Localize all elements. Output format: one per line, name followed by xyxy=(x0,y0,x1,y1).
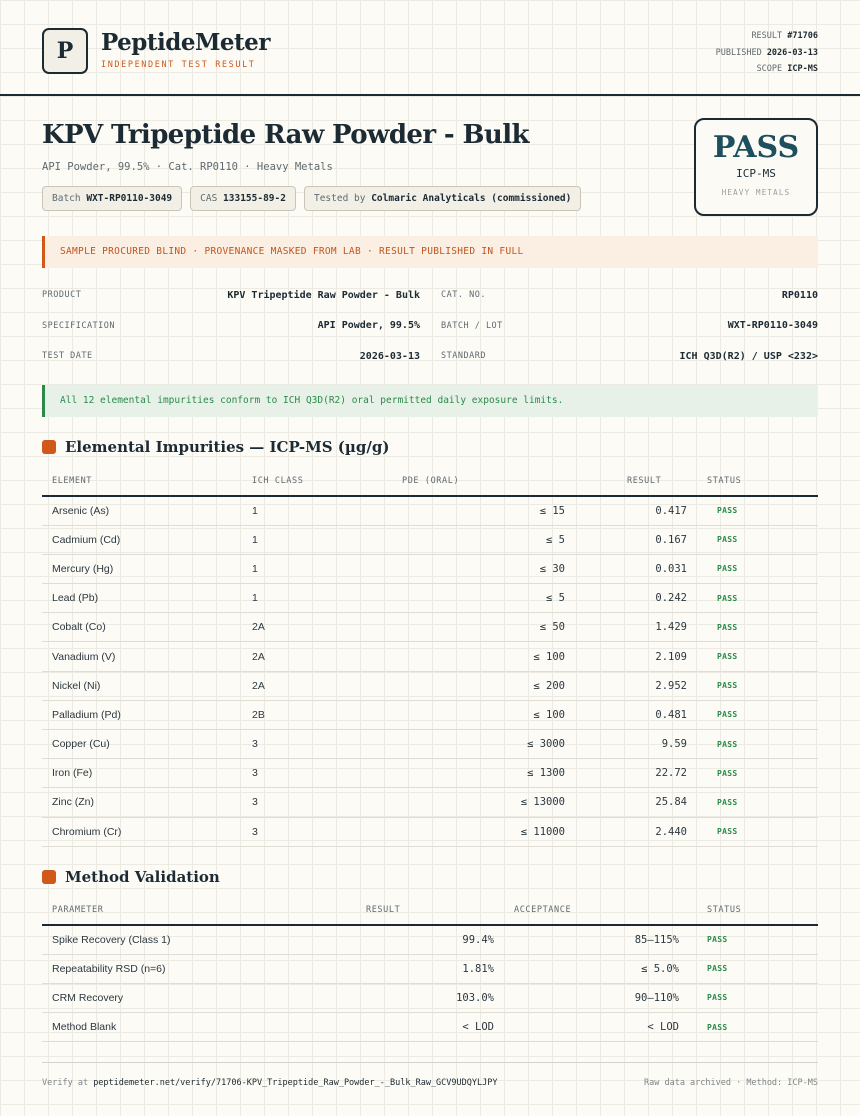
element-cell: Mercury (Hg) xyxy=(42,554,242,583)
column-header: PARAMETER xyxy=(42,896,320,925)
table-row xyxy=(42,983,818,1012)
ich-class-cell: 3 xyxy=(242,817,362,846)
element-cell: Arsenic (As) xyxy=(42,496,242,525)
report-footer xyxy=(42,1062,818,1088)
acceptance-cell: 85–115% xyxy=(504,925,689,954)
element-cell: Vanadium (V) xyxy=(42,642,242,671)
element-cell: Palladium (Pd) xyxy=(42,700,242,729)
product-chips xyxy=(42,186,581,211)
table-row xyxy=(42,642,818,671)
result-cell: 0.167 xyxy=(575,525,697,554)
brand-tagline: INDEPENDENT TEST RESULT xyxy=(101,60,256,70)
status-badge: PASS xyxy=(689,1013,818,1042)
procurement-notice: SAMPLE PROCURED BLIND · PROVENANCE MASKED FROM LAB · RESULT PUBLISHED IN FULL xyxy=(42,236,818,268)
status-badge: PASS xyxy=(697,700,818,729)
validation-section-heading xyxy=(42,868,220,886)
ich-class-cell: 1 xyxy=(242,525,362,554)
brand-name: PeptideMeter xyxy=(101,29,270,56)
element-cell: Lead (Pb) xyxy=(42,584,242,613)
result-cell: 22.72 xyxy=(575,759,697,788)
table-row xyxy=(42,925,818,954)
ich-class-cell: 3 xyxy=(242,730,362,759)
parameter-cell: Repeatability RSD (n=6) xyxy=(42,954,320,983)
ich-class-cell: 2A xyxy=(242,642,362,671)
info-label: CAT. NO. xyxy=(441,290,486,301)
column-header: RESULT xyxy=(320,896,504,925)
info-label: BATCH / LOT xyxy=(441,320,503,331)
pde-cell: ≤ 200 xyxy=(362,671,575,700)
status-badge: PASS xyxy=(697,788,818,817)
info-value: API Powder, 99.5% xyxy=(317,320,420,332)
table-row xyxy=(42,496,818,525)
table-header-row xyxy=(42,467,818,496)
status-badge: PASS xyxy=(697,730,818,759)
info-product xyxy=(42,280,420,311)
status-badge: PASS xyxy=(689,925,818,954)
info-label: TEST DATE xyxy=(42,351,93,362)
pde-cell: ≤ 100 xyxy=(362,642,575,671)
chip-value: Colmaric Analyticals (commissioned) xyxy=(371,193,572,204)
result-cell: 2.109 xyxy=(575,642,697,671)
ich-class-cell: 2A xyxy=(242,613,362,642)
verdict-method: ICP-MS xyxy=(736,167,776,180)
info-value: 2026-03-13 xyxy=(359,350,420,362)
element-cell: Nickel (Ni) xyxy=(42,671,242,700)
ich-class-cell: 1 xyxy=(242,496,362,525)
table-row xyxy=(42,788,818,817)
info-row xyxy=(42,311,818,342)
published-date: 2026-03-13 xyxy=(766,47,818,58)
info-catno xyxy=(441,280,818,311)
result-cell: 0.417 xyxy=(575,496,697,525)
parameter-cell: CRM Recovery xyxy=(42,983,320,1012)
ich-class-cell: 2A xyxy=(242,671,362,700)
conformance-banner: All 12 elemental impurities conform to ICH Q3D(R2) oral permitted daily exposure limits. xyxy=(42,385,818,417)
ich-class-cell: 1 xyxy=(242,584,362,613)
acceptance-cell: ≤ 5.0% xyxy=(504,954,689,983)
validation-table xyxy=(42,896,818,1042)
table-row xyxy=(42,759,818,788)
archive-note: Raw data archived · Method: ICP-MS xyxy=(644,1078,818,1088)
column-header: PDE (ORAL) xyxy=(362,467,575,496)
ich-class-cell: 2B xyxy=(242,700,362,729)
scope-label: SCOPE xyxy=(756,64,783,74)
pde-cell: ≤ 15 xyxy=(362,496,575,525)
batch-chip xyxy=(42,186,182,211)
result-cell: 9.59 xyxy=(575,730,697,759)
verdict-stamp xyxy=(694,118,818,216)
info-label: PRODUCT xyxy=(42,290,82,301)
info-label: STANDARD xyxy=(441,351,486,362)
info-value: ICH Q3D(R2) / USP <232> xyxy=(679,350,818,362)
status-badge: PASS xyxy=(689,983,818,1012)
pde-cell: ≤ 5 xyxy=(362,584,575,613)
result-cell: 25.84 xyxy=(575,788,697,817)
verify-label: Verify at xyxy=(42,1078,89,1088)
status-badge: PASS xyxy=(697,525,818,554)
tested-by-chip xyxy=(304,186,581,211)
report-meta xyxy=(716,28,818,78)
column-header: STATUS xyxy=(697,467,818,496)
element-cell: Cadmium (Cd) xyxy=(42,525,242,554)
chip-label: CAS xyxy=(200,193,218,204)
table-row xyxy=(42,1013,818,1042)
table-row xyxy=(42,525,818,554)
table-row xyxy=(42,671,818,700)
element-cell: Cobalt (Co) xyxy=(42,613,242,642)
pde-cell: ≤ 13000 xyxy=(362,788,575,817)
product-subtitle: API Powder, 99.5% · Cat. RP0110 · Heavy Metals xyxy=(42,161,333,173)
chip-value: WXT-RP0110-3049 xyxy=(86,193,173,204)
acceptance-cell: < LOD xyxy=(504,1013,689,1042)
result-cell: 1.81% xyxy=(320,954,504,983)
result-cell: < LOD xyxy=(320,1013,504,1042)
info-spec xyxy=(42,311,420,342)
status-badge: PASS xyxy=(689,954,818,983)
ich-class-cell: 1 xyxy=(242,554,362,583)
pde-cell: ≤ 30 xyxy=(362,554,575,583)
info-row xyxy=(42,280,818,311)
pde-cell: ≤ 11000 xyxy=(362,817,575,846)
result-label: RESULT xyxy=(751,31,783,41)
verdict-word: PASS xyxy=(712,130,800,165)
info-grid xyxy=(42,280,818,372)
table-row xyxy=(42,954,818,983)
verify-line xyxy=(42,1078,497,1088)
pde-cell: ≤ 3000 xyxy=(362,730,575,759)
info-value: WXT-RP0110-3049 xyxy=(727,320,818,332)
column-header: ACCEPTANCE xyxy=(504,896,689,925)
result-number: #71706 xyxy=(787,31,818,41)
pde-cell: ≤ 1300 xyxy=(362,759,575,788)
page-title: KPV Tripeptide Raw Powder - Bulk xyxy=(42,120,529,150)
status-badge: PASS xyxy=(697,817,818,846)
pde-cell: ≤ 5 xyxy=(362,525,575,554)
result-cell: 0.481 xyxy=(575,700,697,729)
column-header: ICH CLASS xyxy=(242,467,362,496)
table-row xyxy=(42,554,818,583)
section-marker-icon xyxy=(42,870,56,884)
parameter-cell: Method Blank xyxy=(42,1013,320,1042)
pde-cell: ≤ 50 xyxy=(362,613,575,642)
result-cell: 103.0% xyxy=(320,983,504,1012)
status-badge: PASS xyxy=(697,584,818,613)
result-cell: 2.952 xyxy=(575,671,697,700)
element-cell: Iron (Fe) xyxy=(42,759,242,788)
impurities-table xyxy=(42,467,818,847)
ich-class-cell: 3 xyxy=(242,788,362,817)
info-row xyxy=(42,341,818,372)
status-badge: PASS xyxy=(697,496,818,525)
status-badge: PASS xyxy=(697,759,818,788)
column-header: STATUS xyxy=(689,896,818,925)
info-value: RP0110 xyxy=(781,289,818,301)
status-badge: PASS xyxy=(697,671,818,700)
table-row xyxy=(42,730,818,759)
chip-label: Batch xyxy=(52,193,81,204)
table-row xyxy=(42,584,818,613)
element-cell: Copper (Cu) xyxy=(42,730,242,759)
info-standard xyxy=(441,341,818,372)
status-badge: PASS xyxy=(697,613,818,642)
acceptance-cell: 90–110% xyxy=(504,983,689,1012)
report-header xyxy=(0,0,860,96)
scope-value: ICP-MS xyxy=(787,64,818,74)
verdict-scope: HEAVY METALS xyxy=(721,188,791,197)
info-date xyxy=(42,341,420,372)
section-marker-icon xyxy=(42,440,56,454)
column-header: RESULT xyxy=(575,467,697,496)
section-title: Method Validation xyxy=(65,868,220,886)
result-cell: 2.440 xyxy=(575,817,697,846)
logo-mark: P xyxy=(42,28,88,74)
column-header: ELEMENT xyxy=(42,467,242,496)
result-cell: 0.242 xyxy=(575,584,697,613)
published-label: PUBLISHED xyxy=(715,47,762,58)
element-cell: Chromium (Cr) xyxy=(42,817,242,846)
pde-cell: ≤ 100 xyxy=(362,700,575,729)
table-header-row xyxy=(42,896,818,925)
impurities-section-heading xyxy=(42,438,389,456)
table-row xyxy=(42,613,818,642)
status-badge: PASS xyxy=(697,554,818,583)
status-badge: PASS xyxy=(697,642,818,671)
cas-chip xyxy=(190,186,296,211)
table-row xyxy=(42,700,818,729)
ich-class-cell: 3 xyxy=(242,759,362,788)
info-value: KPV Tripeptide Raw Powder - Bulk xyxy=(227,289,420,301)
section-title: Elemental Impurities — ICP-MS (µg/g) xyxy=(65,438,390,456)
result-cell: 1.429 xyxy=(575,613,697,642)
table-row xyxy=(42,817,818,846)
chip-label: Tested by xyxy=(313,193,366,204)
result-cell: 99.4% xyxy=(320,925,504,954)
parameter-cell: Spike Recovery (Class 1) xyxy=(42,925,320,954)
verify-link[interactable]: peptidemeter.net/verify/71706-KPV_Tripeptide_Raw_Powder_-_Bulk_Raw_GCV9UDQYLJPY xyxy=(93,1078,498,1088)
info-label: SPECIFICATION xyxy=(42,320,116,331)
element-cell: Zinc (Zn) xyxy=(42,788,242,817)
info-batch xyxy=(441,311,818,342)
chip-value: 133155-89-2 xyxy=(223,193,286,204)
result-cell: 0.031 xyxy=(575,554,697,583)
